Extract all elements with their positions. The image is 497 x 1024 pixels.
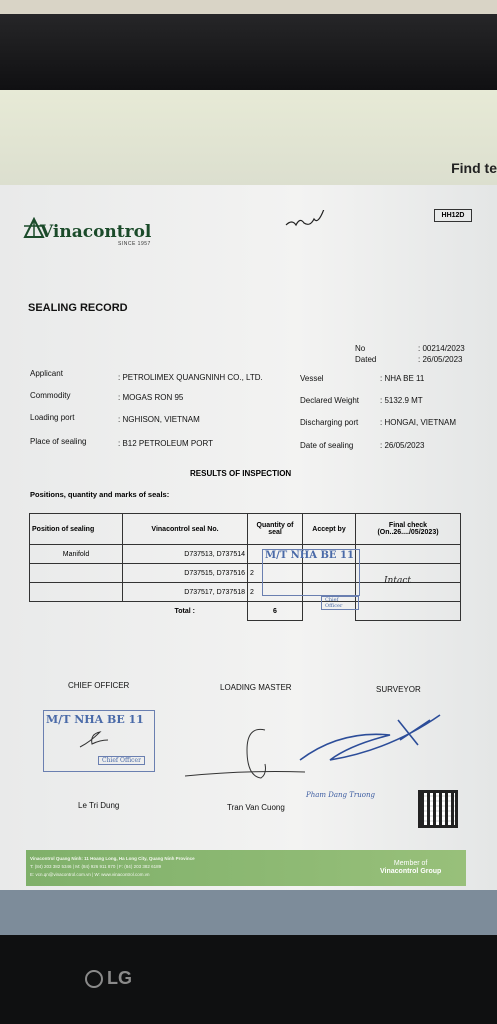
place-of-sealing-value: : B12 PETROLEUM PORT	[118, 439, 213, 448]
surveyor-signature	[290, 705, 480, 775]
row-position: Manifold	[30, 545, 123, 564]
final-check-date: (On..26..../05/2023)	[377, 529, 439, 536]
date-of-sealing-label: Date of sealing	[300, 441, 354, 450]
chief-officer-signature	[75, 722, 115, 752]
vessel-stamp-table	[262, 549, 360, 609]
commodity-label: Commodity	[30, 391, 71, 400]
qr-code	[418, 790, 458, 828]
table-header-row	[30, 514, 461, 545]
chief-officer-name: Le Tri Dung	[78, 801, 120, 810]
loading-port-value: : NGHISON, VIETNAM	[118, 415, 200, 424]
screen-bottom-edge	[0, 890, 497, 935]
chief-officer-stamp-small: Chief Officer	[321, 596, 359, 610]
row-quantity: 2	[248, 564, 303, 583]
lg-brand-text: LG	[107, 968, 132, 988]
header-final-check	[356, 514, 461, 545]
footer-email: E: vcn.qn@vinacontrol.com.vn | W: www.vinacontrol.com.vn	[30, 872, 150, 877]
row-seals: D737515, D737516	[123, 564, 248, 583]
row-seals: D737513, D737514	[123, 545, 248, 564]
table-total-row	[30, 602, 461, 621]
header-position: Position of sealing	[30, 514, 123, 545]
find-label[interactable]: Find te	[451, 160, 497, 176]
commodity-value: : MOGAS RON 95	[118, 393, 184, 402]
total-spacer	[30, 602, 123, 621]
footer-phones: T: (84) 203 382 5346 | M: (84) 926 911 870 | F: (84) 203 382 6189	[30, 864, 162, 869]
applicant-label: Applicant	[30, 369, 63, 378]
dated-label: Dated	[355, 355, 377, 364]
lg-logo	[85, 968, 132, 989]
chief-officer-stamp-label: Chief Officer	[98, 756, 145, 765]
initials-signature	[284, 210, 334, 232]
vessel-stamp-text: M/T NHA BE 11	[265, 550, 354, 561]
intact-note: Intact	[384, 576, 411, 586]
vessel-label: Vessel	[300, 374, 324, 383]
discharging-port-value: : HONGAI, VIETNAM	[380, 418, 457, 427]
no-label: No	[355, 344, 366, 353]
vessel-value: : NHA BE 11	[380, 374, 425, 383]
loading-master-label: LOADING MASTER	[220, 683, 292, 692]
surveyor-label: SURVEYOR	[376, 685, 421, 694]
chief-officer-label: CHIEF OFFICER	[68, 681, 130, 690]
row-final	[356, 545, 461, 564]
lg-circle-icon	[85, 970, 103, 988]
place-of-sealing-label: Place of sealing	[30, 437, 87, 446]
seals-table	[29, 513, 461, 621]
final-check-label: Final check	[388, 522, 428, 529]
loading-master-signature	[185, 710, 305, 790]
company-logo: Vinacontrol	[40, 222, 152, 242]
loading-port-label: Loading port	[30, 413, 75, 422]
header-accept-by: Accept by	[303, 514, 356, 545]
discharging-port-label: Discharging port	[300, 418, 359, 427]
header-seal-no: Vinacontrol seal No.	[123, 514, 248, 545]
loading-master-name: Tran Van Cuong	[227, 803, 285, 812]
declared-weight-label: Declared Weight	[300, 396, 359, 405]
total-label: Total :	[174, 607, 195, 615]
vessel-stamp-large: M/T NHA BE 11	[46, 713, 144, 726]
row-position	[30, 564, 123, 583]
member-line-1: Member of	[393, 860, 428, 867]
no-value: : 00214/2023	[418, 344, 465, 353]
row-position	[30, 583, 123, 602]
window-edge	[0, 0, 497, 14]
document-title: SEALING RECORD	[28, 302, 128, 314]
date-of-sealing-value: : 26/05/2023	[380, 441, 425, 450]
positions-title: Positions, quantity and marks of seals:	[30, 490, 170, 499]
viewer-toolbar	[0, 90, 497, 185]
applicant-value: : PETROLIMEX QUANGNINH CO., LTD.	[118, 373, 263, 382]
monitor-bottom-bezel	[0, 935, 497, 1024]
dated-value: : 26/05/2023	[418, 355, 463, 364]
declared-weight-value: : 5132.9 MT	[380, 396, 423, 405]
total-value: 6	[248, 602, 303, 621]
surveyor-name-stamp: Pham Dang Truong	[306, 791, 375, 799]
table-row	[30, 545, 461, 564]
total-final	[356, 602, 461, 621]
row-seals: D737517, D737518	[123, 583, 248, 602]
row-quantity: 2	[248, 583, 303, 602]
document-code: HH12D	[434, 209, 472, 222]
footer-address: Vinacontrol Quang Ninh: 11 Hoang Long, Ha Long City, Quang Ninh Province	[30, 856, 195, 861]
header-quantity: Quantity of seal	[248, 514, 303, 545]
results-title: RESULTS OF INSPECTION	[190, 469, 292, 478]
member-line-2: Vinacontrol Group	[380, 868, 442, 875]
logo-since: SINCE 1957	[118, 241, 151, 247]
member-group	[380, 860, 441, 876]
